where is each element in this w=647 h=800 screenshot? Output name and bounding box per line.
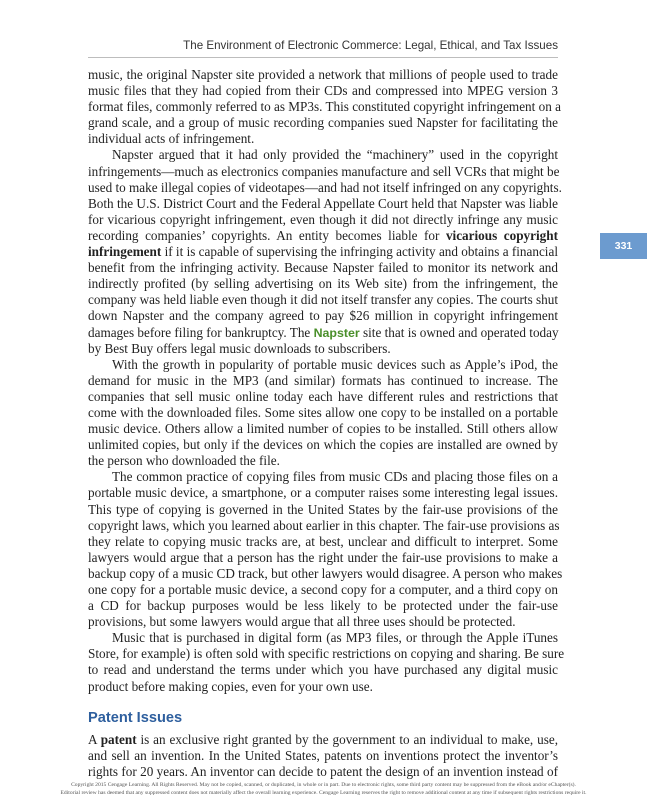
text-line: music, the original Napster site provided a network that millions of people used to trade [88,67,558,82]
text-line: With the growth in popularity of portable music devices such as Apple’s iPod, the [112,356,558,372]
paragraph-3 [88,357,558,470]
key-term-infringement: infringement [88,244,162,260]
text-line: a CD for backup purposes would be less likely to be protected under the fair-use [88,598,558,614]
text-line: come with the downloaded files. Some sites allow one copy to be installed on a portable [88,404,558,420]
footer-line-1: Copyright 2015 Cengage Learning. All Rights Reserved. May not be copied, scanned, or duplicated, in whole or in part. Due to electronic rights, some third party content may be suppressed from the eBook and/or eChapter(s). [71,782,576,788]
text-line: Music that is purchased in digital form (as MP3 files, or through the Apple iTunes [112,630,558,646]
text-line: for vicarious copyright infringement, even though it did not directly infringe any music [88,211,558,227]
text-line: backup copy of a music CD track, but other lawyers would disagree. A person who makes [88,565,563,581]
text-line [88,228,558,244]
text-line: benefit from the infringing activity. Because Napster failed to monitor its network and [88,260,558,276]
text-line: indirectly profited (by selling advertising on its Web site) from the infringement, the [88,276,558,292]
text-line: portable music device, a smartphone, or a computer raises some interesting legal issues. [88,485,558,501]
text-line: to read and understand the terms under which you have purchased any digital music [88,662,558,678]
text-run: is an exclusive right granted by the government to an individual to make, use, [136,731,558,747]
text-line: rights for 20 years. An inventor can decide to patent the design of an invention instead of [88,763,558,779]
section-heading-patent-issues: Patent Issues [88,709,183,726]
text-line: companies that sell music online today each have different rules and restrictions that [88,388,558,404]
key-term-patent: patent [100,731,137,747]
text-line: product before making copies, even for your own use. [88,678,373,694]
footer-line-2: Editorial review has deemed that any suppressed content does not materially affect the overall learning experience. Cengage Learning reserves the right to remove additional content at any time if subsequent rights restrictions require it. [60,790,587,796]
header-rule [88,57,558,58]
copyright-footer [0,781,647,797]
text-line: company was held liable even though it did not itself transfer any copies. The courts shut [88,292,558,308]
text-run: site that is owned and operated today [359,324,559,340]
text-run: if it is capable of supervising the infringing activity and obtains a financial [161,244,558,260]
text-line: Napster argued that it had only provided the “machinery” used in the copyright [112,147,558,163]
text-line: they relate to copying music tracks are, at best, unclear and difficult to interpret. Some [88,533,558,549]
text-line [88,732,558,748]
text-line: This type of copying is governed in the United States by the fair-use provisions of the [88,501,558,517]
text-line: grand scale, and a group of music recording companies sued Napster for facilitating the [88,115,558,131]
text-line: by Best Buy offers legal music downloads to subscribers. [88,340,391,356]
text-line: Both the U.S. District Court and the Federal Appellate Court held that Napster was liable [88,195,558,211]
body-text [88,67,565,780]
text-line: used to make illegal copies of videotapes—and had not itself infringed on any copyrights. [88,179,562,195]
text-line: down Napster and the company agreed to pay $26 million in copyright infringement [88,308,558,324]
text-line [88,325,558,341]
text-line: individual acts of infringement. [88,131,255,147]
text-line: music device. Others allow a limited number of copies to be installed. Still others allow [88,421,558,437]
running-head: The Environment of Electronic Commerce: Legal, Ethical, and Tax Issues [183,39,558,52]
paragraph-2 [88,147,562,356]
text-line: and sell an invention. In the United States, patents on inventions protect the inventor’s [88,747,558,763]
text-line: Store, for example) is often sold with specific restrictions on copying and sharing. Be sure [88,646,565,662]
text-line: lawyers would argue that a person has the right under the fair-use provisions to make a [88,549,558,565]
paragraph-patent [88,732,558,780]
text-line: music files that they had copied from their CDs and compressed into MPEG version 3 [88,83,558,99]
paragraph-1 [88,67,561,147]
text-line: demand for music in the MP3 (and similar) formats has continued to increase. The [88,372,558,388]
text-run: recording companies’ copyrights. An entity becomes liable for [88,227,446,243]
text-line [88,244,558,260]
text-line: The common practice of copying files from music CDs and placing those files on a [112,469,558,485]
text-run: damages before filing for bankruptcy. The [88,324,314,340]
paragraph-5 [88,630,565,694]
text-line: provisions, but some lawyers would argue that all three uses should be protected. [88,614,516,630]
text-line: the person who downloaded the file. [88,453,280,469]
text-line: copyright laws, which you learned about earlier in this chapter. The fair-use provisions as [88,517,560,533]
napster-link[interactable]: Napster [313,325,360,340]
text-line: format files, commonly referred to as MP3s. This constituted copyright infringement on a [88,99,561,115]
key-term-vicarious-copyright: vicarious copyright [445,227,558,243]
paragraph-4 [88,469,563,630]
text-line: infringements—much as electronics companies manufacture and sell VCRs that might be [88,163,560,179]
page-number-tab: 331 [600,233,647,259]
text-run: A [88,731,101,747]
text-line: one copy for a portable music device, a second copy for a computer, and a third copy on [88,582,558,597]
text-line: unlimited copies, but only if the devices on which the copies are installed are owned by [88,437,558,453]
